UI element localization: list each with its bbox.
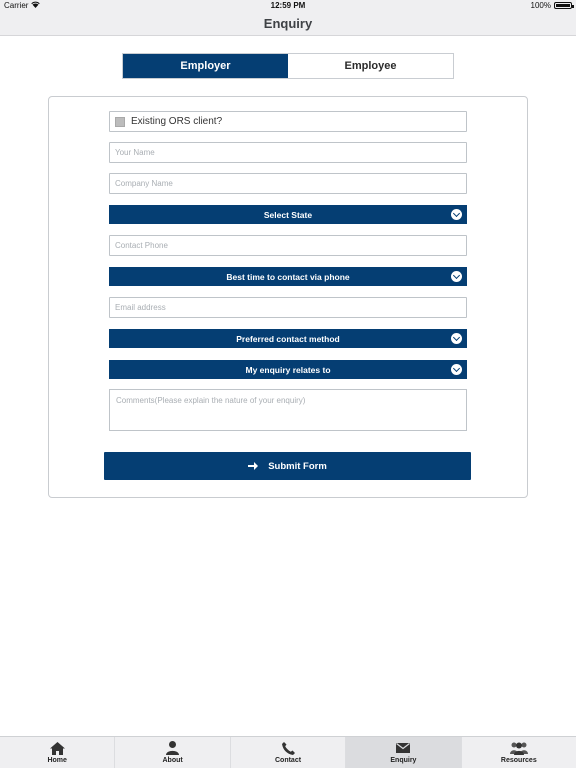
chevron-down-icon bbox=[451, 271, 462, 282]
contact-method-select[interactable] bbox=[109, 329, 467, 348]
envelope-icon bbox=[396, 741, 410, 755]
best-time-select[interactable] bbox=[109, 267, 467, 286]
tab-home-label: Home bbox=[47, 757, 67, 764]
tab-bar bbox=[0, 736, 576, 768]
segmented-control bbox=[122, 53, 454, 79]
tab-contact[interactable] bbox=[231, 737, 346, 768]
home-icon bbox=[50, 741, 65, 755]
contact-method-select-label: Preferred contact method bbox=[236, 333, 340, 344]
phone-field[interactable] bbox=[109, 235, 467, 256]
enquiry-relates-select-label: My enquiry relates to bbox=[245, 364, 331, 375]
enquiry-relates-select[interactable] bbox=[109, 360, 467, 379]
chevron-down-icon bbox=[451, 364, 462, 375]
email-field[interactable] bbox=[109, 297, 467, 318]
tab-enquiry-label: Enquiry bbox=[390, 757, 417, 764]
segment-employee[interactable]: Employee bbox=[288, 54, 453, 78]
person-icon bbox=[166, 741, 179, 755]
tab-resources-label: Resources bbox=[500, 757, 537, 764]
comments-placeholder: Comments(Please explain the nature of your enquiry) bbox=[116, 396, 306, 405]
people-icon bbox=[509, 741, 529, 755]
battery-percent: 100% bbox=[530, 1, 551, 10]
existing-client-checkbox[interactable] bbox=[115, 117, 125, 127]
tab-enquiry[interactable] bbox=[346, 737, 461, 768]
carrier-label: Carrier bbox=[4, 1, 29, 10]
battery-icon bbox=[554, 2, 572, 9]
email-placeholder: Email address bbox=[115, 303, 166, 312]
existing-client-label: Existing ORS client? bbox=[131, 116, 223, 127]
tab-contact-label: Contact bbox=[274, 757, 302, 764]
company-field[interactable] bbox=[109, 173, 467, 194]
state-select-label: Select State bbox=[263, 209, 313, 220]
name-placeholder: Your Name bbox=[115, 148, 155, 157]
page-title: Enquiry bbox=[263, 16, 313, 31]
status-bar bbox=[0, 0, 576, 12]
tab-about[interactable] bbox=[115, 737, 230, 768]
arrow-right-icon bbox=[248, 461, 258, 471]
comments-textarea[interactable] bbox=[109, 389, 467, 431]
phone-icon bbox=[282, 741, 295, 755]
tab-about-label: About bbox=[162, 757, 183, 764]
phone-placeholder: Contact Phone bbox=[115, 241, 168, 250]
status-right bbox=[531, 1, 572, 10]
submit-label: Submit Form bbox=[268, 460, 327, 472]
tab-home[interactable] bbox=[0, 737, 115, 768]
existing-client-row[interactable] bbox=[109, 111, 467, 132]
name-field[interactable] bbox=[109, 142, 467, 163]
navigation-bar bbox=[0, 12, 576, 36]
chevron-down-icon bbox=[451, 209, 462, 220]
company-placeholder: Company Name bbox=[115, 179, 173, 188]
chevron-down-icon bbox=[451, 333, 462, 344]
tab-resources[interactable] bbox=[462, 737, 576, 768]
submit-button[interactable] bbox=[104, 452, 471, 480]
best-time-select-label: Best time to contact via phone bbox=[226, 271, 350, 282]
status-time: 12:59 PM bbox=[270, 1, 306, 10]
segment-employer[interactable]: Employer bbox=[123, 54, 288, 78]
state-select[interactable] bbox=[109, 205, 467, 224]
